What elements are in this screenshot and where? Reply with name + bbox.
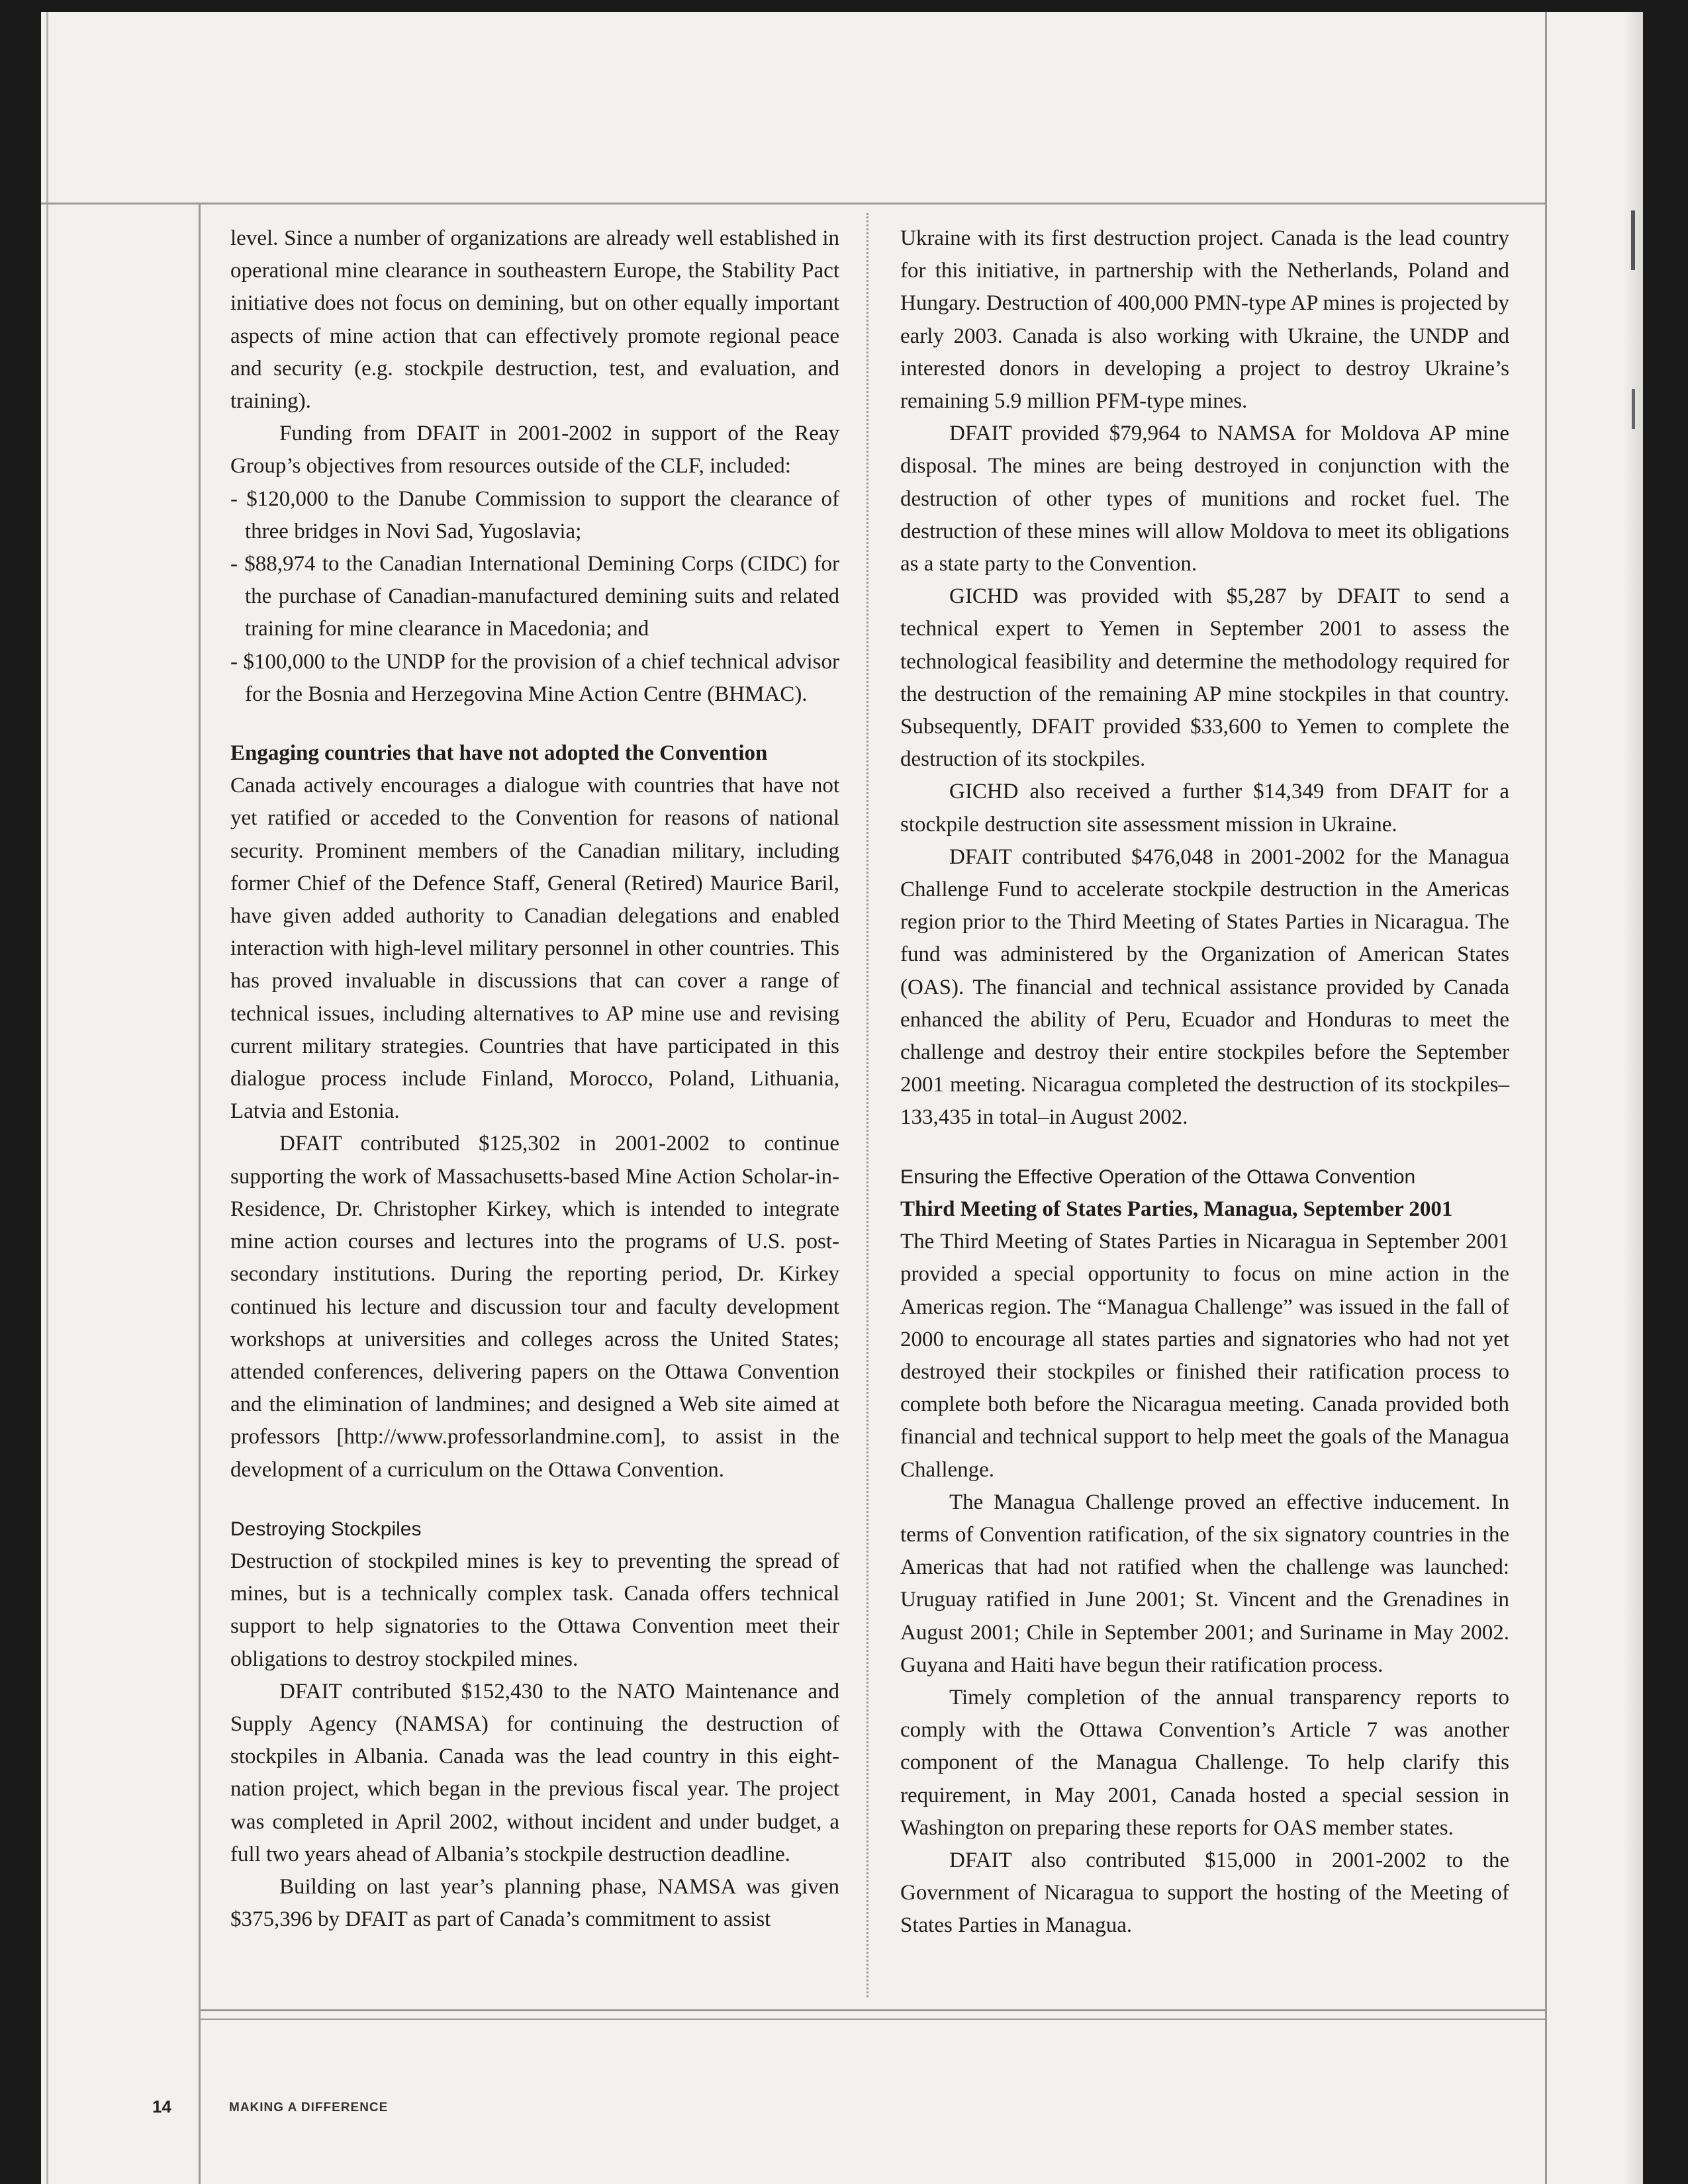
paragraph: DFAIT contributed $152,430 to the NATO Maintenance and Supply Agency (NAMSA) for continuing the destruction of stockpiles in Albania. Canada was the lead country in this eight-nation project, which began in the previous fiscal year. The project was completed in April 2002, without incident and under budget, a full two years ahead of Albania’s stockpile destruction deadline. [230,1679,839,1866]
list-item: - $88,974 to the Canadian International Demining Corps (CIDC) for the purchase of Canadian-manufactured demining suits and related training for mine clearance in Macedonia; and [230,552,839,641]
running-footer-title: MAKING A DIFFERENCE [229,2101,389,2115]
section-subheading: Engaging countries that have not adopted the Convention [230,741,768,766]
right-column [900,222,1509,1942]
paragraph: DFAIT also contributed $15,000 in 2001-2002 to the Government of Nicaragua to support the hosting of the Meeting of States Parties in Managua. [900,1848,1509,1938]
paragraph: GICHD was provided with $5,287 by DFAIT to send a technical expert to Yemen in September 2001 to assess the technological feasibility and determine the methodology required for the destruction of the remaining AP mine stockpiles in that country. Subsequently, DFAIT provided $33,600 to Yemen to complete the destruction of its stockpiles. [900,584,1509,772]
edge-mark [1632,389,1635,429]
left-margin-rule [199,203,201,2184]
list-item: - $120,000 to the Danube Commission to support the clearance of three bridges in Novi Sad, Yugoslavia; [230,486,839,543]
paragraph: The Third Meeting of States Parties in Nicaragua in September 2001 provided a special opportunity to focus on mine action in the Americas region. The “Managua Challenge” was issued in the fall of 2000 to encourage all states parties and signatories who had not yet destroyed their stockpiles or finished their ratification process to complete both before the Nicaragua meeting. Canada provided both financial and technical support to help meet the goals of the Managua Challenge. [900,1230,1509,1482]
page-edge-shade [1623,12,1643,2184]
left-column [230,222,839,1936]
right-margin-rule [1545,12,1547,2184]
paragraph: The Managua Challenge proved an effective inducement. In terms of Convention ratification, of the six signatory countries in the Americas that had not ratified when the challenge was launched: Uruguay ratified in June 2001; St. Vincent and the Grenadines in August 2001; Chile in September 2001; and Suriname in May 2002. Guyana and Haiti have begun their ratification process. [900,1490,1509,1677]
bottom-rule-secondary [199,2019,1547,2020]
document-page [41,12,1643,2184]
section-subheading: Third Meeting of States Parties, Managua, September 2001 [900,1197,1453,1221]
column-divider [867,213,868,1997]
paragraph: Ukraine with its first destruction project. Canada is the lead country for this initiative, in partnership with the Netherlands, Poland and Hungary. Destruction of 400,000 PMN-type AP mines is projected by early 2003. Canada is also working with Ukraine, the UNDP and interested donors in developing a project to destroy Ukraine’s remaining 5.9 million PFM-type mines. [900,226,1509,414]
paragraph: DFAIT contributed $125,302 in 2001-2002 to continue supporting the work of Massachusetts-based Mine Action Scholar-in-Residence, Dr. Christopher Kirkey, which is intended to integrate mine action courses and lectures into the programs of U.S. post-secondary institutions. During the reporting period, Dr. Kirkey continued his lecture and discussion tour and faculty development workshops at universities and colleges across the United States; attended conferences, delivering papers on the Ottawa Convention and the elimination of landmines; and designed a Web site aimed at professors [http://www.professorlandmine.com], to assist in the development of a curriculum on the Ottawa Convention. [230,1132,839,1482]
list-item: - $100,000 to the UNDP for the provision of a chief technical advisor for the Bosnia and Herzegovina Mine Action Centre (BHMAC). [230,649,839,706]
paragraph: level. Since a number of organizations are already well established in operational mine clearance in southeastern Europe, the Stability Pact initiative does not focus on demining, but on other equally important aspects of mine action that can effectively promote regional peace and security (e.g. stockpile destruction, test, and evaluation, and training). [230,226,839,414]
binding-edge-line [46,12,48,2184]
bottom-rule [199,2009,1547,2011]
page-number: 14 [152,2097,171,2116]
paragraph: Timely completion of the annual transparency reports to comply with the Ottawa Convention’s Article 7 was another component of the Managua Challenge. To help clarify this requirement, in May 2001, Canada hosted a special session in Washington on preparing these reports for OAS member states. [900,1685,1509,1840]
paragraph: Funding from DFAIT in 2001-2002 in support of the Reay Group’s objectives from resources outside of the CLF, included: [230,422,839,478]
edge-mark [1631,210,1635,270]
paragraph: Destruction of stockpiled mines is key to preventing the spread of mines, but is a technically complex task. Canada offers technical support to help signatories to the Ottawa Convention meet their obligations to destroy stockpiled mines. [230,1549,839,1671]
top-rule [41,203,1547,205]
section-heading: Destroying Stockpiles [230,1518,422,1540]
section-heading: Ensuring the Effective Operation of the Ottawa Convention [900,1165,1416,1188]
paragraph: Building on last year’s planning phase, NAMSA was given $375,396 by DFAIT as part of Canada’s commitment to assist [230,1874,839,1932]
paragraph: DFAIT contributed $476,048 in 2001-2002 for the Managua Challenge Fund to accelerate stockpile destruction in the Americas region prior to the Third Meeting of States Parties in Nicaragua. The fund was administered by the Organization of American States (OAS). The financial and technical assistance provided by Canada enhanced the ability of Peru, Ecuador and Honduras to meet the challenge and destroy their entire stockpiles before the September 2001 meeting. Nicaragua completed the destruction of its stockpiles–133,435 in total–in August 2002. [900,844,1509,1130]
paragraph: DFAIT provided $79,964 to NAMSA for Moldova AP mine disposal. The mines are being destroyed in conjunction with the destruction of other types of munitions and rocket fuel. The destruction of these mines will allow Moldova to meet its obligations as a state party to the Convention. [900,422,1509,576]
paragraph: GICHD also received a further $14,349 from DFAIT for a stockpile destruction site assessment mission in Ukraine. [900,780,1509,837]
paragraph: Canada actively encourages a dialogue with countries that have not yet ratified or acceded to the Convention for reasons of national security. Prominent members of the Canadian military, including former Chief of the Defence Staff, General (Retired) Maurice Baril, have given added authority to Canadian delegations and enabled interaction with high-level military personnel in other countries. This has proved invaluable in discussions that can cover a range of technical issues, including alternatives to AP mine use and revising current military strategies. Countries that have participated in this dialogue process include Finland, Morocco, Poland, Lithuania, Latvia and Estonia. [230,774,839,1124]
